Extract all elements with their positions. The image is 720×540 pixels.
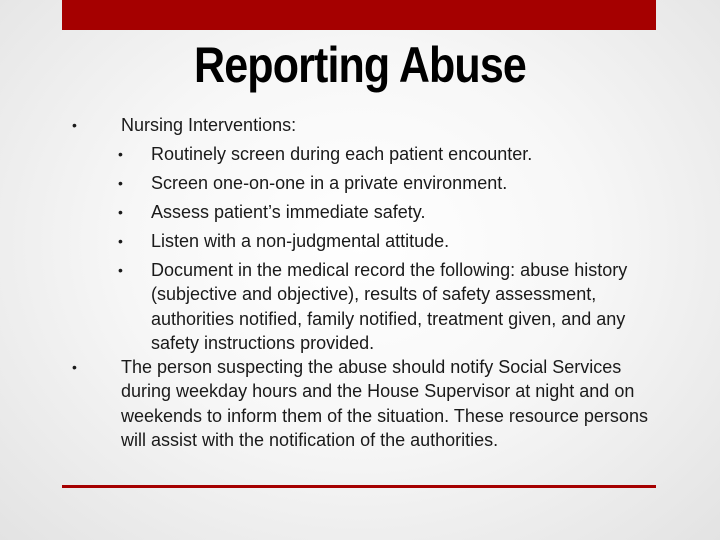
bullet-marker: • [72,117,77,133]
sub-bullet-screen-routinely: Routinely screen during each patient encounter. [151,144,533,164]
sub-bullet-marker: • [118,233,123,249]
top-accent-bar [62,0,656,30]
sub-bullet-marker: • [118,146,123,162]
bottom-divider [62,485,656,488]
sub-bullet-assess-safety: Assess patient’s immediate safety. [151,202,426,222]
main-bullet-notify-social-services: The person suspecting the abuse should notify Social Services during weekday hours and the House Supervisor at night and on weekends to inform them of the situation. These resource persons will assist with the notification of the authorities. [121,357,648,450]
sub-bullet-listen: Listen with a non-judgmental attitude. [151,231,450,251]
sub-bullet-marker: • [118,262,123,278]
slide-title: Reporting Abuse [194,37,526,93]
main-bullet-nursing-interventions: Nursing Interventions: [121,115,297,135]
sub-bullet-screen-private: Screen one-on-one in a private environment. [151,173,508,193]
sub-bullet-marker: • [118,175,123,191]
sub-bullet-document: Document in the medical record the following: abuse history (subjective and objective), results of safety assessment, authorities notified, family notified, treatment given, and any safety instructions provided. [151,260,628,353]
sub-bullet-marker: • [118,204,123,220]
bullet-marker: • [72,359,77,375]
